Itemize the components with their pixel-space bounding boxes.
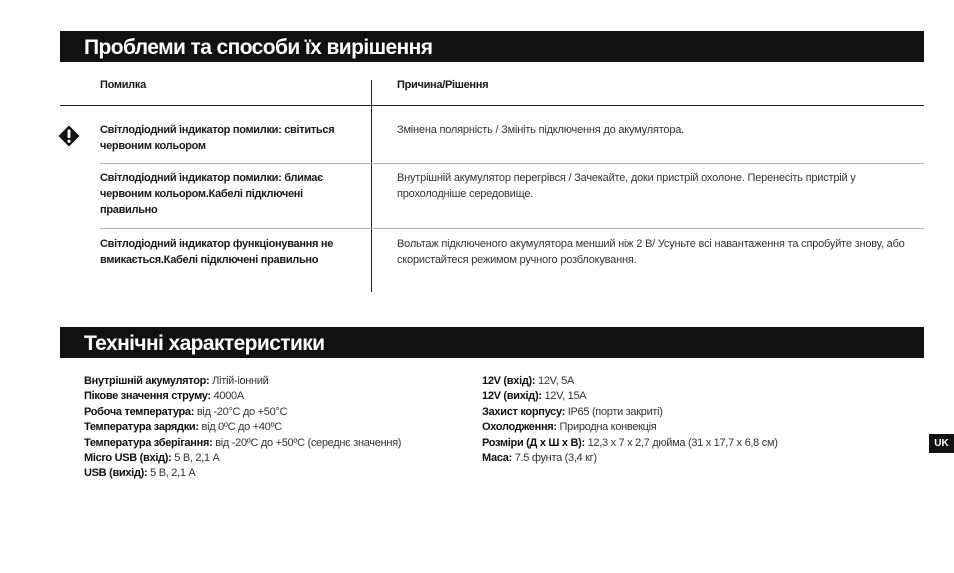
table-row-error: Світлодіодний індикатор помилки: світиться червоним кольором [100, 124, 335, 152]
spec-label: 12V (вихід): [482, 390, 542, 403]
spec-label: Розміри (Д х Ш х В): [482, 436, 585, 449]
spec-label: Захист корпусу: [482, 405, 565, 418]
spec-value: 12,3 x 7 x 2,7 дюйма (31 x 17,7 x 6,8 см) [584, 436, 778, 449]
language-badge: UK [929, 434, 954, 453]
spec-item [482, 436, 778, 451]
spec-label: 12V (вхід): [482, 375, 536, 387]
spec-label: Робоча температура: [84, 405, 195, 418]
spec-item [482, 374, 778, 389]
specs-title: Технічні характеристики [60, 327, 924, 358]
column-header-cause: Причина/Рішення [397, 79, 489, 91]
spec-value: Природна конвекція [556, 421, 657, 434]
table-row-error: Світлодіодний індикатор функціонування не вмикається.Кабелі підключені правильно [100, 238, 334, 266]
spec-label: Micro USB (вхід): [84, 452, 172, 465]
row-divider [100, 228, 924, 229]
specs-left-column [84, 374, 401, 482]
spec-value: 12V, 5A [535, 375, 575, 387]
spec-item [84, 405, 401, 420]
spec-item [482, 451, 778, 466]
specs-right-column [482, 374, 778, 466]
spec-item [84, 436, 401, 451]
column-header-error: Помилка [100, 79, 146, 91]
troubleshooting-table [60, 62, 924, 294]
spec-value: 7.5 фунта (3,4 кг) [511, 452, 597, 465]
spec-item [84, 420, 401, 435]
spec-item [84, 374, 401, 389]
spec-label: Температура зберігання: [84, 436, 213, 449]
spec-value: від -20°C до +50°C [194, 405, 288, 418]
row-divider [100, 163, 924, 164]
spec-item [482, 405, 778, 420]
spec-item [84, 466, 401, 481]
spec-label: Температура зарядки: [84, 421, 199, 434]
spec-value: 4000A [210, 390, 244, 403]
spec-item [482, 389, 778, 404]
spec-value: 12V, 15A [541, 390, 587, 403]
spec-value: IP65 (порти закриті) [565, 405, 663, 418]
spec-value: Літій-іонний [209, 375, 269, 387]
table-row-error: Світлодіодний індикатор помилки: блимає червоним кольором.Кабелі підключені правильно [100, 172, 323, 216]
spec-label: Охолодження: [482, 421, 557, 434]
warning-icon [57, 124, 81, 148]
spec-value: 5 В, 2,1 А [171, 452, 220, 465]
troubleshooting-title: Проблеми та способи їх вирішення [60, 31, 924, 62]
spec-label: Пікове значення струму: [84, 390, 211, 403]
spec-item [84, 389, 401, 404]
spec-value: 5 В, 2,1 А [147, 467, 196, 480]
spec-value: від -20ºC до +50ºC (середнє значення) [212, 436, 402, 449]
table-row-cause: Змінена полярність / Змініть підключення до акумулятора. [397, 124, 685, 136]
column-divider [371, 80, 372, 292]
table-row-cause: Вольтаж підключеного акумулятора менший ніж 2 В/ Усуньте всі навантаження та спробуйте знову, або скористайтеся режимом ручного розблокування. [397, 238, 905, 266]
spec-label: USB (вихід): [84, 467, 148, 480]
header-divider [60, 105, 924, 106]
spec-label: Маса: [482, 452, 512, 465]
table-row-cause: Внутрішній акумулятор перегрівся / Зачекайте, доки пристрій охолоне. Перенесіть пристрій у прохолодніше середовище. [397, 172, 856, 200]
spec-value: від 0ºC до +40ºC [198, 421, 282, 434]
spec-item [84, 451, 401, 466]
spec-item [482, 420, 778, 435]
spec-label: Внутрішній акумулятор: [84, 375, 210, 387]
